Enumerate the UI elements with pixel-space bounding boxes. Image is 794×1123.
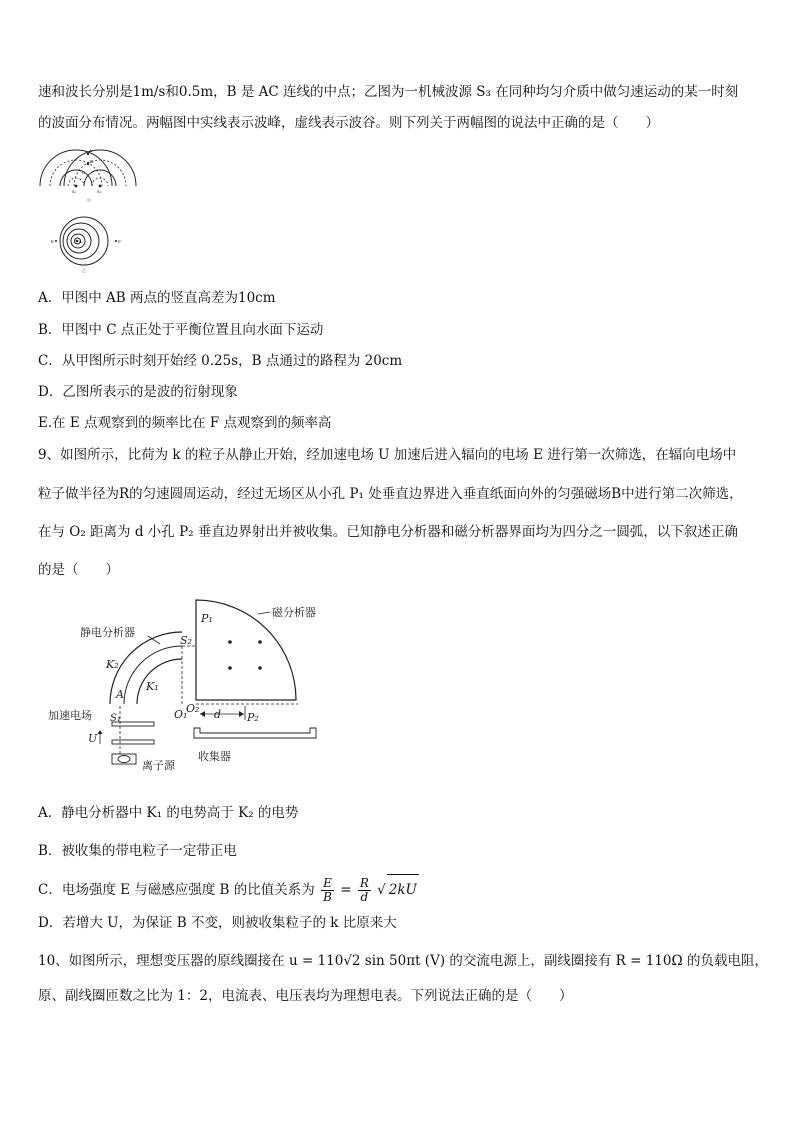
label-S1: S₁ bbox=[110, 713, 121, 724]
label-ion-source: 离子源 bbox=[142, 759, 175, 772]
q10-text-line-2: 原、副线圈匝数之比为 1：2，电流表、电压表均为理想电表。下列说法正确的是（ ） bbox=[38, 988, 573, 1004]
q8-option-c: C．从甲图所示时刻开始经 0.25s，B 点通过的路程为 20cm bbox=[38, 353, 403, 369]
label-A: A bbox=[116, 688, 124, 701]
q9-text-line-2: 粒子做半径为R的匀速圆周运动，经过无场区从小孔 P₁ 处垂直边界进入垂直纸面向外的匀强磁场B中进行第二次筛选， bbox=[38, 486, 743, 502]
q8-option-d: D．乙图所表示的是波的衍射现象 bbox=[38, 384, 238, 400]
label-P1: P₁ bbox=[201, 612, 213, 625]
label-O2: O₂ bbox=[186, 702, 200, 715]
fraction-e-over-b: $\frac{E}{B}$ bbox=[323, 876, 332, 904]
caption-yi: 乙 bbox=[82, 268, 86, 273]
label-C: C bbox=[82, 170, 86, 175]
q9-text-line-4: 的是（ ） bbox=[38, 562, 119, 578]
label-collector: 收集器 bbox=[198, 750, 231, 763]
q8-option-b: B．甲图中 C 点正处于平衡位置且向水面下运动 bbox=[38, 322, 324, 338]
label-A: A bbox=[89, 148, 92, 153]
q8-text-line-1: 速和波长分别是1m/s和0.5m，B 是 AC 连线的中点；乙图为一机械波源 S₃ 在同种均匀介质中做匀速运动的某一时刻 bbox=[38, 84, 739, 100]
q9-text-line-3: 在与 O₂ 距离为 d 小孔 P₂ 垂直边界射出并被收集。已知静电分析器和磁分析器界面均为四分之一圆弧，以下叙述正确 bbox=[38, 524, 738, 540]
q9-option-c-prefix: C．电场强度 E 与磁感应强度 B 的比值关系为 bbox=[38, 882, 315, 898]
label-S2: S₂ bbox=[97, 189, 102, 194]
fraction-r-over-d: $\frac{R}{d}$ bbox=[359, 876, 369, 904]
label-d: d bbox=[214, 708, 222, 721]
label-K1: K₁ bbox=[146, 680, 159, 693]
label-P2: P₂ bbox=[247, 711, 259, 724]
label-U: U bbox=[88, 732, 98, 745]
label-K2: K₂ bbox=[106, 658, 119, 671]
q9-text-line-1: 9、如图所示，比荷为 k 的粒子从静止开始，经加速电场 U 加速后进入辐向的电场 E 进行第一次筛选，在辐向电场中 bbox=[38, 447, 737, 463]
label-E: E bbox=[51, 239, 54, 244]
q10-text-line-1: 10、如图所示，理想变压器的原线圈接在 u = 110√2 sin 50πt (V) 的交流电源上，副线圈接有 R = 110Ω 的负载电阻， bbox=[38, 953, 768, 969]
caption-jia: 甲 bbox=[87, 198, 91, 203]
label-B: B bbox=[90, 159, 93, 164]
q8-option-a: A．甲图中 AB 两点的竖直高差为10cm bbox=[38, 290, 276, 306]
figure-doppler-yi bbox=[38, 208, 138, 274]
q8-text-line-2: 的波面分布情况。两幅图中实线表示波峰，虚线表示波谷。则下列关于两幅图的说法中正确的是（ ） bbox=[38, 115, 659, 131]
figure-interference-jia bbox=[38, 142, 138, 204]
label-magnetic-analyzer: 磁分析器 bbox=[272, 606, 316, 619]
q9-option-d: D．若增大 U，为保证 B 不变，则被收集粒子的 k 比原来大 bbox=[38, 915, 397, 931]
q9-option-c: C．电场强度 E 与磁感应强度 B 的比值关系为 $\frac{E}{B}$ = $\frac{R}{d}$ √ 2kU bbox=[38, 876, 417, 904]
label-S3: S₃ bbox=[79, 240, 83, 244]
q9-option-a: A．静电分析器中 K₁ 的电势高于 K₂ 的电势 bbox=[38, 805, 299, 821]
label-O1: O₁ bbox=[174, 708, 188, 721]
label-accelerating-field: 加速电场 bbox=[48, 709, 92, 722]
label-S2: S₂ bbox=[180, 634, 192, 647]
label-F: F bbox=[118, 239, 121, 244]
sqrt-symbol: √ bbox=[377, 882, 386, 898]
label-electrostatic-analyzer: 静电分析器 bbox=[80, 626, 135, 639]
figure-mass-spectrometer bbox=[48, 594, 338, 779]
label-S1: S₁ bbox=[72, 189, 77, 194]
q9-option-b: B．被收集的带电粒子一定带正电 bbox=[38, 843, 237, 859]
q8-option-e: E.在 E 点观察到的频率比在 F 点观察到的频率高 bbox=[38, 415, 332, 431]
sqrt-radicand: 2kU bbox=[387, 874, 419, 905]
